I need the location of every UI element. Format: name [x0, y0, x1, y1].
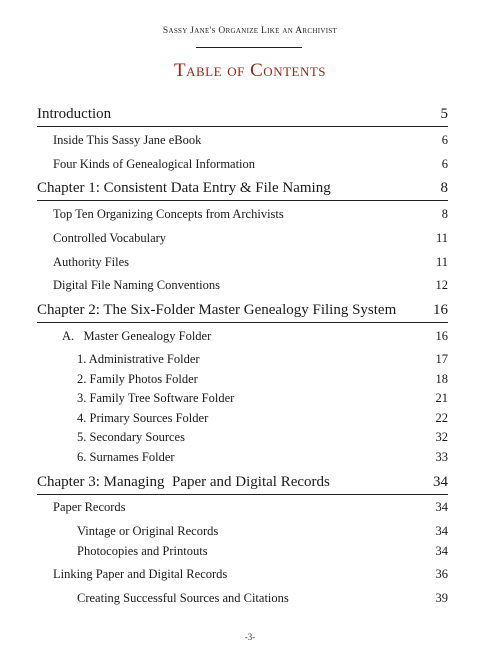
- toc-entry[interactable]: [53, 278, 448, 293]
- toc-entry-label: Top Ten Organizing Concepts from Archivists: [53, 207, 284, 221]
- toc-page-number: 39: [435, 591, 448, 605]
- toc-entry-label: Vintage or Original Records: [77, 524, 219, 538]
- toc-page-number: 11: [435, 255, 448, 269]
- toc-page-number: 17: [435, 352, 448, 366]
- toc-entry[interactable]: [53, 157, 448, 172]
- toc-entry[interactable]: [53, 133, 448, 148]
- toc-entry-label: Photocopies and Printouts: [77, 544, 208, 558]
- toc-entry[interactable]: [53, 231, 448, 246]
- page-folio: -3-: [244, 632, 256, 642]
- toc-page-number: 16: [435, 329, 448, 343]
- toc-entry-label: 1. Administrative Folder: [77, 352, 200, 366]
- toc-entry[interactable]: [77, 411, 448, 426]
- toc-page-number: 36: [435, 567, 448, 581]
- toc-entry[interactable]: [77, 524, 448, 539]
- toc-entry-label: Chapter 2: The Six-Folder Master Genealogy Filing System: [37, 302, 397, 318]
- toc-entry[interactable]: [77, 372, 448, 387]
- toc-entry-label: 3. Family Tree Software Folder: [77, 391, 235, 405]
- toc-entry-label: 2. Family Photos Folder: [77, 372, 198, 386]
- toc-entry-label: Chapter 3: Managing Paper and Digital Records: [37, 474, 330, 490]
- toc-page-number: 34: [435, 544, 448, 558]
- toc-entry-label: Chapter 1: Consistent Data Entry & File Naming: [37, 180, 331, 196]
- toc-entry-label: Paper Records: [53, 500, 126, 514]
- toc-entry[interactable]: [77, 544, 448, 559]
- toc-page-number: 8: [440, 180, 448, 196]
- toc-chapter-3[interactable]: [37, 474, 448, 495]
- toc-page-number: 33: [435, 450, 448, 464]
- toc-page-number: 6: [441, 133, 448, 147]
- toc-entry-label: Four Kinds of Genealogical Information: [53, 157, 256, 171]
- toc-entry-label: 5. Secondary Sources: [77, 430, 185, 444]
- toc-entry[interactable]: [53, 500, 448, 515]
- toc-page-number: 32: [435, 430, 448, 444]
- toc-chapter-introduction[interactable]: [37, 106, 448, 127]
- toc-page-number: 18: [435, 372, 448, 386]
- running-head: Sassy Jane's Organize Like an Archivist: [162, 26, 338, 36]
- toc-chapter-2[interactable]: [37, 302, 448, 323]
- toc-page-number: 21: [435, 391, 448, 405]
- toc-page-number: 34: [435, 500, 448, 514]
- toc-page-number: 11: [435, 231, 448, 245]
- toc-page-number: 12: [435, 278, 448, 292]
- toc-page-number: 16: [433, 302, 448, 318]
- toc-page-number: 5: [440, 106, 448, 122]
- toc-page-number: 22: [435, 411, 448, 425]
- toc-entry[interactable]: [77, 430, 448, 445]
- toc-entry-label: Controlled Vocabulary: [53, 231, 167, 245]
- toc-entry-label: Authority Files: [53, 255, 130, 269]
- toc-entry-label: Introduction: [37, 106, 112, 122]
- toc-page-number: 8: [441, 207, 448, 221]
- toc-entry-label: 4. Primary Sources Folder: [77, 411, 209, 425]
- toc-entry[interactable]: [53, 255, 448, 270]
- toc-entry[interactable]: [53, 207, 448, 222]
- toc-entry-label: 6. Surnames Folder: [77, 450, 175, 464]
- toc-entry[interactable]: [77, 450, 448, 465]
- toc-page-number: 34: [435, 524, 448, 538]
- toc-page-number: 34: [433, 474, 448, 490]
- toc-entry[interactable]: [62, 329, 448, 344]
- toc-entry[interactable]: [77, 352, 448, 367]
- toc-entry-label: Creating Successful Sources and Citations: [77, 591, 289, 605]
- page-title: Table of Contents: [173, 60, 327, 81]
- toc-entry[interactable]: [53, 567, 448, 582]
- toc-entry-label: Digital File Naming Conventions: [53, 278, 221, 292]
- toc-entry[interactable]: [77, 591, 448, 606]
- toc-page-number: 6: [441, 157, 448, 171]
- toc-entry-label: Inside This Sassy Jane eBook: [53, 133, 202, 147]
- toc-entry[interactable]: [77, 391, 448, 406]
- toc-chapter-1[interactable]: [37, 180, 448, 201]
- toc-entry-label: A. Master Genealogy Folder: [62, 329, 212, 343]
- toc-entry-label: Linking Paper and Digital Records: [53, 567, 228, 581]
